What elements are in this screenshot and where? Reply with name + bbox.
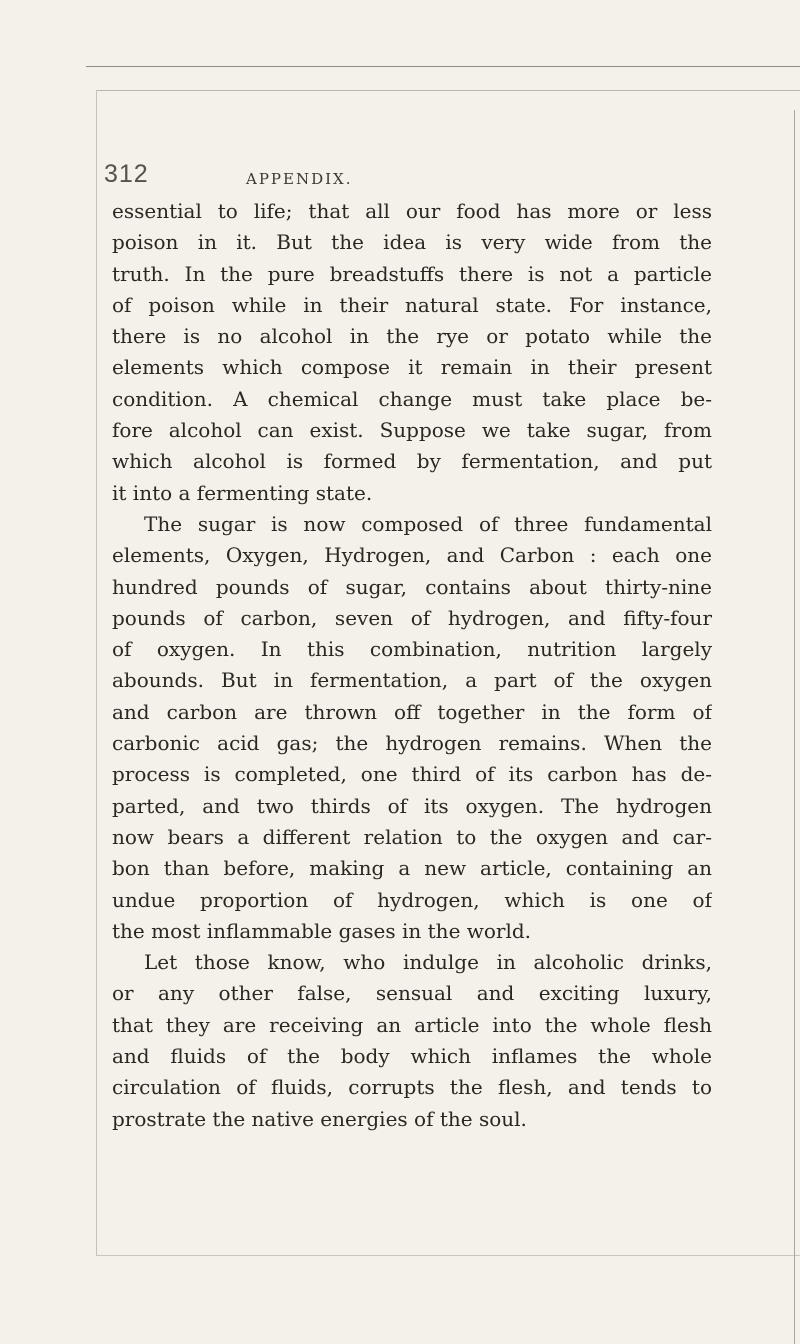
page-number: 312 (104, 160, 149, 188)
text-line: now bears a different relation to the oxygen and car- (112, 824, 712, 849)
text-line: abounds. But in fermentation, a part of the oxygen (112, 668, 712, 693)
page-edge-top (86, 66, 800, 67)
page-edge-right (794, 110, 795, 1344)
text-line: elements, Oxygen, Hydrogen, and Carbon : each one (112, 543, 712, 568)
text-line: and carbon are thrown off together in the form of (112, 699, 712, 724)
body-text (112, 196, 712, 1135)
text-line: it into a fermenting state. (112, 480, 373, 505)
text-line: and fluids of the body which inflames the whole (112, 1044, 712, 1069)
text-line: essential to life; that all our food has more or less (112, 199, 712, 223)
page-edge-left (96, 90, 97, 1255)
text-line: prostrate the native energies of the soul. (112, 1106, 527, 1131)
text-line: circulation of fluids, corrupts the flesh, and tends to (112, 1075, 712, 1100)
text-line: hundred pounds of sugar, contains about thirty-nine (112, 574, 712, 599)
text-line: bon than before, making a new article, containing an (112, 856, 712, 881)
text-line: that they are receiving an article into the whole flesh (112, 1012, 712, 1037)
text-line: poison in it. But the idea is very wide from the (112, 230, 712, 255)
page-edge-bottom (96, 1255, 800, 1256)
text-line: or any other false, sensual and exciting luxury, (112, 981, 712, 1006)
text-line: pounds of carbon, seven of hydrogen, and fifty-four (112, 605, 712, 630)
text-line: condition. A chemical change must take place be- (112, 386, 712, 411)
text-line: elements which compose it remain in their present (112, 355, 712, 380)
text-line: process is completed, one third of its carbon has de- (112, 762, 712, 787)
text-line: The sugar is now composed of three fundamental (144, 511, 712, 536)
text-line: of poison while in their natural state. For instance, (112, 292, 712, 317)
text-line: Let those know, who indulge in alcoholic drinks, (144, 950, 712, 975)
text-line: fore alcohol can exist. Suppose we take sugar, from (112, 418, 712, 443)
text-line: the most inflammable gases in the world. (112, 918, 532, 943)
text-line: which alcohol is formed by fermentation, and put (112, 449, 712, 474)
running-head: APPENDIX. (246, 170, 353, 188)
page-edge-inner-top (96, 90, 800, 91)
text-line: undue proportion of hydrogen, which is one of (112, 887, 712, 912)
text-line: of oxygen. In this combination, nutrition largely (112, 637, 712, 662)
text-line: carbonic acid gas; the hydrogen remains. When the (112, 731, 712, 756)
text-line: truth. In the pure breadstuffs there is not a particle (112, 261, 712, 286)
text-line: there is no alcohol in the rye or potato while the (112, 324, 712, 349)
text-line: parted, and two thirds of its oxygen. The hydrogen (112, 793, 712, 818)
